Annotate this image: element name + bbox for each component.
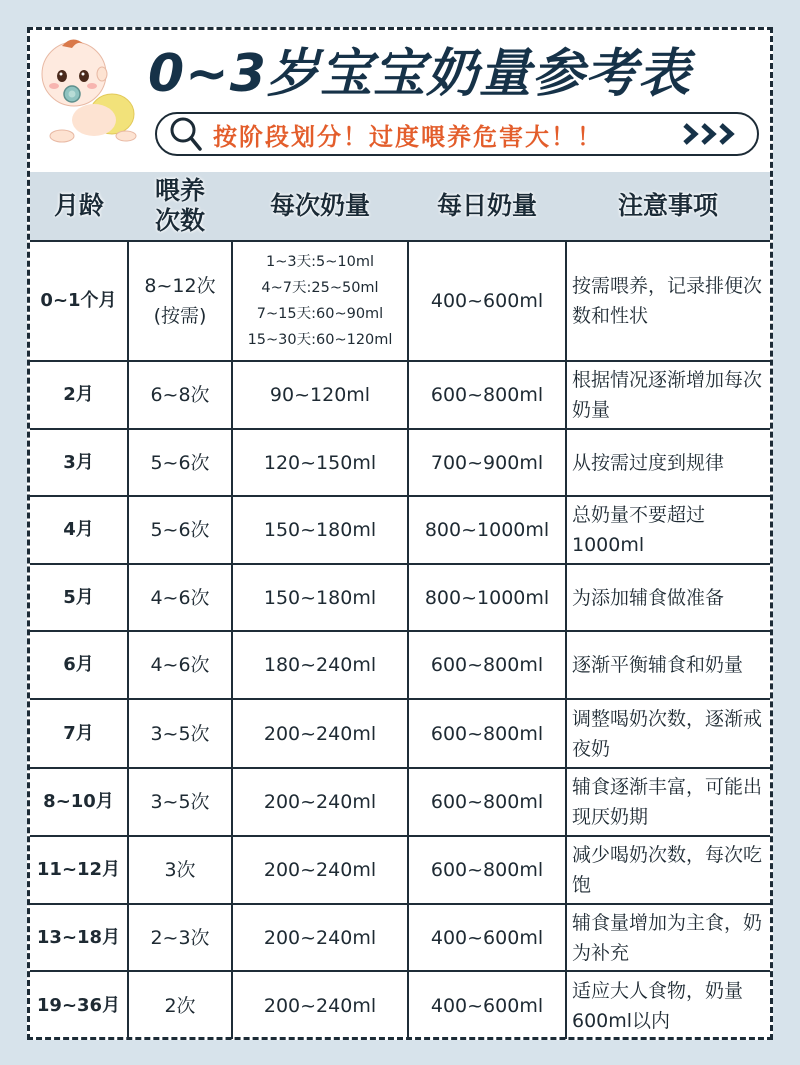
cell-per-feed: 150~180ml (232, 496, 408, 564)
table-row (30, 971, 770, 1039)
cell-feeds: 8~12次 (按需) (128, 241, 232, 361)
cell-per-feed: 120~150ml (232, 429, 408, 496)
cell-daily: 600~800ml (408, 631, 566, 699)
cell-notes: 为添加辅食做准备 (566, 564, 770, 631)
cell-per-feed: 200~240ml (232, 904, 408, 971)
cell-feeds: 3~5次 (128, 699, 232, 768)
table-row (30, 836, 770, 904)
cell-age: 0~1个月 (30, 241, 128, 361)
column-header-age: 月龄 (30, 172, 128, 241)
cell-notes: 辅食逐渐丰富，可能出现厌奶期 (566, 768, 770, 836)
subtitle-text: 按阶段划分！过度喂养危害大！！ (213, 122, 603, 151)
cell-notes: 根据情况逐渐增加每次奶量 (566, 361, 770, 429)
cell-age: 4月 (30, 496, 128, 564)
cell-daily: 600~800ml (408, 699, 566, 768)
table-header-row (30, 172, 770, 241)
cell-feeds: 3次 (128, 836, 232, 904)
cell-feeds: 5~6次 (128, 429, 232, 496)
table-row (30, 496, 770, 564)
cell-daily: 400~600ml (408, 971, 566, 1039)
cell-daily: 700~900ml (408, 429, 566, 496)
cell-feeds: 4~6次 (128, 564, 232, 631)
cell-age: 19~36月 (30, 971, 128, 1039)
table-row (30, 429, 770, 496)
cell-age: 11~12月 (30, 836, 128, 904)
cell-per-feed: 150~180ml (232, 564, 408, 631)
cell-notes: 辅食量增加为主食，奶为补充 (566, 904, 770, 971)
table-row (30, 699, 770, 768)
cell-daily: 400~600ml (408, 241, 566, 361)
table-row (30, 904, 770, 971)
cell-age: 13~18月 (30, 904, 128, 971)
table-row (30, 768, 770, 836)
column-header-notes: 注意事项 (566, 172, 770, 241)
cell-daily: 400~600ml (408, 904, 566, 971)
cell-per-feed: 200~240ml (232, 836, 408, 904)
cell-daily: 800~1000ml (408, 564, 566, 631)
table-row (30, 241, 770, 361)
page-title: 0~3岁宝宝奶量参考表 (148, 44, 691, 104)
cell-feeds: 6~8次 (128, 361, 232, 429)
cell-per-feed: 90~120ml (232, 361, 408, 429)
cell-daily: 800~1000ml (408, 496, 566, 564)
cell-notes: 从按需过度到规律 (566, 429, 770, 496)
cell-notes: 按需喂养，记录排便次数和性状 (566, 241, 770, 361)
cell-daily: 600~800ml (408, 768, 566, 836)
table-row (30, 361, 770, 429)
cell-notes: 适应大人食物，奶量600ml以内 (566, 971, 770, 1039)
column-header-per-feed: 每次奶量 (232, 172, 408, 241)
table-row (30, 564, 770, 631)
cell-per-feed: 200~240ml (232, 971, 408, 1039)
magnifier-icon (167, 115, 205, 153)
cell-per-feed: 180~240ml (232, 631, 408, 699)
cell-notes: 调整喝奶次数，逐渐戒夜奶 (566, 699, 770, 768)
cell-age: 6月 (30, 631, 128, 699)
cell-notes: 减少喝奶次数，每次吃饱 (566, 836, 770, 904)
cell-feeds: 2~3次 (128, 904, 232, 971)
milk-reference-table (30, 172, 770, 1039)
cell-age: 2月 (30, 361, 128, 429)
cell-feeds: 4~6次 (128, 631, 232, 699)
cell-feeds: 3~5次 (128, 768, 232, 836)
subtitle-banner (155, 112, 759, 156)
cell-per-feed: 200~240ml (232, 768, 408, 836)
cell-feeds: 2次 (128, 971, 232, 1039)
cell-age: 8~10月 (30, 768, 128, 836)
cell-notes: 总奶量不要超过1000ml (566, 496, 770, 564)
cell-notes: 逐渐平衡辅食和奶量 (566, 631, 770, 699)
table-row (30, 631, 770, 699)
cell-per-feed: 200~240ml (232, 699, 408, 768)
cell-daily: 600~800ml (408, 836, 566, 904)
cell-age: 7月 (30, 699, 128, 768)
triple-chevron-right-icon (681, 121, 739, 147)
cell-age: 3月 (30, 429, 128, 496)
cell-per-feed: 1~3天:5~10ml 4~7天:25~50ml 7~15天:60~90ml 15~30天:60~120ml (232, 241, 408, 361)
cell-age: 5月 (30, 564, 128, 631)
baby-illustration-icon (32, 32, 144, 150)
cell-feeds: 5~6次 (128, 496, 232, 564)
cell-daily: 600~800ml (408, 361, 566, 429)
column-header-feeds: 喂养 次数 (128, 172, 232, 241)
column-header-daily: 每日奶量 (408, 172, 566, 241)
